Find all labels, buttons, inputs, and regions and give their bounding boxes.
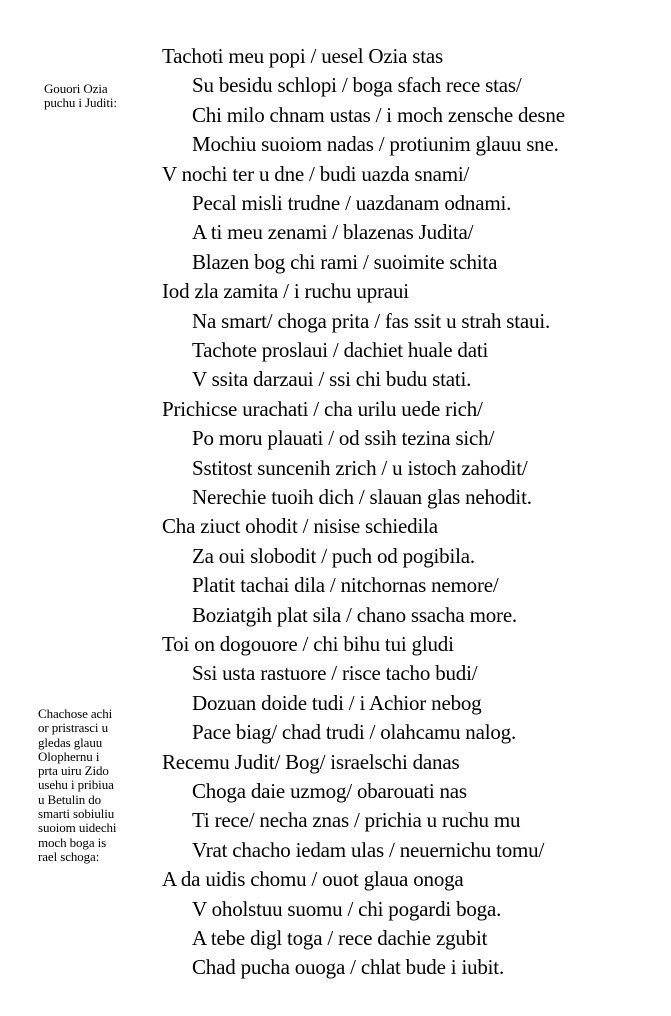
verse-line: Tachoti meu popi / uesel Ozia stas [162, 44, 443, 68]
verse-line: Nerechie tuoih dich / slauan glas nehodit. [192, 485, 532, 509]
verse-line: Ssi usta rastuore / risce tacho budi/ [192, 661, 478, 686]
margin-note-line: moch boga is [38, 834, 107, 850]
verse-line: Za oui slobodit / puch od pogibila. [192, 543, 475, 568]
verse-line: Boziatgih plat sila / chano ssacha more. [192, 602, 517, 627]
margin-note-line: Chachose achi [38, 706, 113, 721]
verse-line: V nochi ter u dne / budi uazda snami/ [162, 161, 470, 186]
verse-line: Mochiu suoiom nadas / protiunim glauu sne. [192, 132, 559, 157]
verse-line: Blazen bog chi rami / suoimite schita [192, 249, 498, 274]
verse-line: A tebe digl toga / rece dachie zgubit [192, 926, 488, 950]
verse-line: Vrat chacho iedam ulas / neuernichu tomu/ [192, 837, 545, 862]
verse-line: Ti rece/ necha znas / prichia u ruchu mu [192, 808, 521, 833]
margin-note-line: prta uiru Zido [38, 763, 109, 779]
margin-note-line: smarti sobiuliu [38, 806, 115, 822]
verse-line: Choga daie uzmog/ obarouati nas [192, 779, 467, 803]
verse-line: V ssita darzaui / ssi chi budu stati. [192, 367, 472, 392]
margin-note-line: or pristrasci u [38, 720, 108, 736]
verse-line: Pace biag/ chad trudi / olahcamu nalog. [192, 720, 517, 745]
verse-line: Su besidu schlopi / boga sfach rece stas/ [192, 73, 522, 98]
verse-line: A da uidis chomu / ouot glaua onoga [162, 867, 464, 892]
verse-line: Pecal misli trudne / uazdanam odnami. [192, 191, 512, 215]
verse-line: Cha ziuct ohodit / nisise schiedila [162, 514, 438, 539]
verse-line: Po moru plauati / od ssih tezina sich/ [192, 426, 495, 451]
verse-line: Sstitost suncenih zrich / u istoch zahodit/ [192, 455, 528, 480]
verse-line: Recemu Judit/ Bog/ israelschi danas [162, 749, 460, 774]
verse-line: Prichicse urachati / cha urilu uede rich/ [162, 396, 483, 421]
verse-line: Platit tachai dila / nitchornas nemore/ [192, 573, 499, 598]
verse-line: Dozuan doide tudi / i Achior nebog [192, 690, 482, 715]
margin-note-line: puchu i Juditi: [44, 95, 117, 111]
verse-line: Tachote proslaui / dachiet huale dati [192, 338, 489, 362]
margin-note-line: Olophernu i [38, 748, 100, 764]
verse-line: A ti meu zenami / blazenas Judita/ [192, 220, 474, 245]
verse-line: V oholstuu suomu / chi pogardi boga. [192, 896, 502, 921]
verse-line: Iod zla zamita / i ruchu upraui [162, 279, 409, 304]
margin-note-achior [38, 707, 116, 864]
margin-note-line: Gouori Ozia [44, 81, 108, 96]
verse-line: Chad pucha ouoga / chlat bude i iubit. [192, 955, 504, 980]
margin-note-line: rael schoga: [38, 848, 100, 864]
margin-note-line: u Betulin do [38, 791, 102, 807]
margin-note-line: gledas glauu [38, 734, 103, 750]
margin-note-line: suoiom uidechi [38, 820, 117, 836]
verse-line: Chi milo chnam ustas / i moch zensche desne [192, 102, 565, 127]
margin-note-line: usehu i pribiua [38, 777, 114, 793]
margin-note-ozia [44, 82, 117, 111]
verse-line: Toi on dogouore / chi bihu tui gludi [162, 632, 454, 656]
verse-line: Na smart/ choga prita / fas ssit u strah staui. [192, 308, 551, 333]
